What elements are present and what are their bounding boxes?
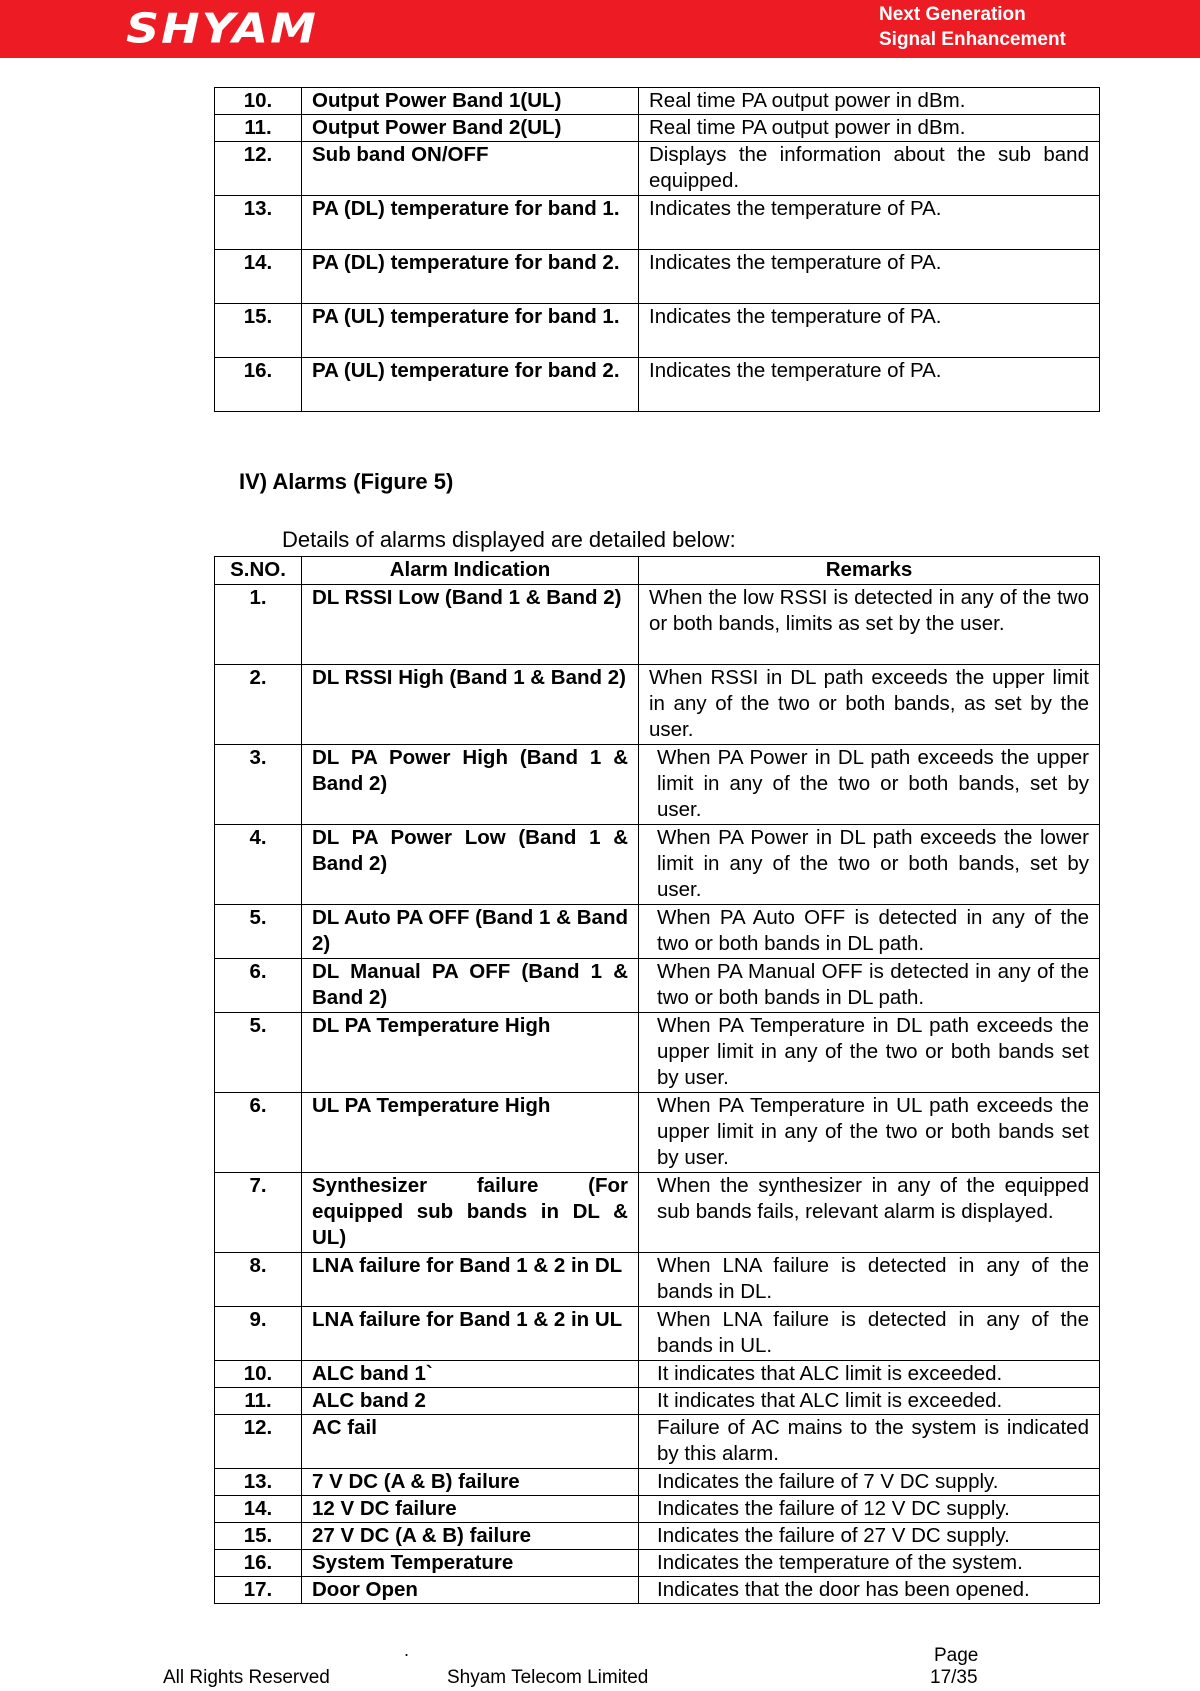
footer-dot: . [404, 1640, 410, 1660]
parameter-description: Indicates the temperature of PA. [639, 304, 1100, 358]
alarm-remarks: Indicates the failure of 27 V DC supply. [639, 1523, 1100, 1550]
table-row [215, 250, 1100, 304]
row-number: 11. [215, 115, 302, 142]
table-row [215, 1523, 1100, 1550]
table-row [215, 142, 1100, 196]
footer-page-number: 17/35 [930, 1667, 978, 1688]
alarm-remarks: It indicates that ALC limit is exceeded. [639, 1388, 1100, 1415]
table-row [215, 1307, 1100, 1361]
alarm-name: UL PA Temperature High [302, 1093, 639, 1173]
table-row [215, 905, 1100, 959]
table-row [215, 1253, 1100, 1307]
alarm-name: System Temperature [302, 1550, 639, 1577]
table-row [215, 1361, 1100, 1388]
row-number: 2. [215, 665, 302, 745]
table-row [215, 1550, 1100, 1577]
parameter-description: Indicates the temperature of PA. [639, 250, 1100, 304]
table-row [215, 304, 1100, 358]
table-row [215, 745, 1100, 825]
footer-page-label: Page [934, 1645, 979, 1666]
table-row [215, 825, 1100, 905]
row-number: 1. [215, 585, 302, 665]
row-number: 13. [215, 1469, 302, 1496]
parameters-table [214, 87, 1100, 412]
alarm-remarks: When RSSI in DL path exceeds the upper limit in any of the two or both bands, as set by the user. [639, 665, 1100, 745]
alarm-name: Synthesizer failure (For equipped sub bands in DL & UL) [302, 1173, 639, 1253]
parameter-name: Sub band ON/OFF [302, 142, 639, 196]
parameter-description: Indicates the temperature of PA. [639, 358, 1100, 412]
table-row [215, 1577, 1100, 1604]
row-number: 5. [215, 1013, 302, 1093]
alarm-remarks: Indicates the failure of 7 V DC supply. [639, 1469, 1100, 1496]
parameter-name: Output Power Band 1(UL) [302, 88, 639, 115]
alarm-name: ALC band 1` [302, 1361, 639, 1388]
row-number: 12. [215, 142, 302, 196]
row-number: 7. [215, 1173, 302, 1253]
section-heading: IV) Alarms (Figure 5) [239, 469, 454, 494]
alarm-remarks: When PA Temperature in DL path exceeds the upper limit in any of the two or both bands set by user. [639, 1013, 1100, 1093]
table-row [215, 358, 1100, 412]
parameter-description: Indicates the temperature of PA. [639, 196, 1100, 250]
row-number: 4. [215, 825, 302, 905]
row-number: 14. [215, 1496, 302, 1523]
alarm-remarks: Indicates that the door has been opened. [639, 1577, 1100, 1604]
row-number: 17. [215, 1577, 302, 1604]
table-row [215, 196, 1100, 250]
alarm-name: DL RSSI High (Band 1 & Band 2) [302, 665, 639, 745]
table-row [215, 1388, 1100, 1415]
parameter-name: PA (DL) temperature for band 2. [302, 250, 639, 304]
row-number: 12. [215, 1415, 302, 1469]
alarm-remarks: Failure of AC mains to the system is indicated by this alarm. [639, 1415, 1100, 1469]
alarm-name: Door Open [302, 1577, 639, 1604]
row-number: 13. [215, 196, 302, 250]
alarm-remarks: When PA Temperature in UL path exceeds the upper limit in any of the two or both bands set by user. [639, 1093, 1100, 1173]
alarm-name: 12 V DC failure [302, 1496, 639, 1523]
alarm-remarks: When LNA failure is detected in any of the bands in UL. [639, 1307, 1100, 1361]
table-row [215, 1093, 1100, 1173]
row-number: 15. [215, 304, 302, 358]
parameter-description: Displays the information about the sub band equipped. [639, 142, 1100, 196]
parameter-description: Real time PA output power in dBm. [639, 115, 1100, 142]
alarm-remarks: Indicates the failure of 12 V DC supply. [639, 1496, 1100, 1523]
parameter-description: Real time PA output power in dBm. [639, 88, 1100, 115]
alarms-table [214, 556, 1100, 1604]
alarm-remarks: When PA Manual OFF is detected in any of the two or both bands in DL path. [639, 959, 1100, 1013]
alarm-remarks: When the low RSSI is detected in any of the two or both bands, limits as set by the user. [639, 585, 1100, 665]
alarm-remarks: When PA Auto OFF is detected in any of the two or both bands in DL path. [639, 905, 1100, 959]
header-tagline [879, 2, 1066, 52]
table-row [215, 665, 1100, 745]
row-number: 6. [215, 959, 302, 1013]
alarm-name: DL PA Power Low (Band 1 & Band 2) [302, 825, 639, 905]
company-logo: SHYAM [126, 3, 318, 53]
alarm-name: 27 V DC (A & B) failure [302, 1523, 639, 1550]
table-row [215, 88, 1100, 115]
row-number: 8. [215, 1253, 302, 1307]
row-number: 3. [215, 745, 302, 825]
row-number: 10. [215, 88, 302, 115]
table-row [215, 585, 1100, 665]
table-row [215, 1496, 1100, 1523]
table-row [215, 1173, 1100, 1253]
alarm-remarks: When the synthesizer in any of the equipped sub bands fails, relevant alarm is displayed. [639, 1173, 1100, 1253]
column-header-sno: S.NO. [215, 557, 302, 585]
row-number: 16. [215, 358, 302, 412]
row-number: 15. [215, 1523, 302, 1550]
row-number: 14. [215, 250, 302, 304]
alarm-name: DL Auto PA OFF (Band 1 & Band 2) [302, 905, 639, 959]
alarm-name: DL PA Temperature High [302, 1013, 639, 1093]
alarm-remarks: Indicates the temperature of the system. [639, 1550, 1100, 1577]
alarm-remarks: When PA Power in DL path exceeds the upper limit in any of the two or both bands, set by user. [639, 745, 1100, 825]
parameter-name: PA (UL) temperature for band 1. [302, 304, 639, 358]
table-row [215, 959, 1100, 1013]
table-header-row [215, 557, 1100, 585]
table-row [215, 1469, 1100, 1496]
alarm-name: LNA failure for Band 1 & 2 in UL [302, 1307, 639, 1361]
footer-company: Shyam Telecom Limited [447, 1667, 649, 1688]
row-number: 11. [215, 1388, 302, 1415]
table-row [215, 115, 1100, 142]
alarm-name: AC fail [302, 1415, 639, 1469]
alarm-name: ALC band 2 [302, 1388, 639, 1415]
row-number: 16. [215, 1550, 302, 1577]
row-number: 10. [215, 1361, 302, 1388]
section-intro: Details of alarms displayed are detailed below: [282, 527, 736, 552]
parameter-name: PA (UL) temperature for band 2. [302, 358, 639, 412]
table-row [215, 1415, 1100, 1469]
alarm-name: LNA failure for Band 1 & 2 in DL [302, 1253, 639, 1307]
alarm-remarks: When PA Power in DL path exceeds the lower limit in any of the two or both bands, set by user. [639, 825, 1100, 905]
alarm-name: 7 V DC (A & B) failure [302, 1469, 639, 1496]
row-number: 9. [215, 1307, 302, 1361]
column-header-indication: Alarm Indication [302, 557, 639, 585]
table-row [215, 1013, 1100, 1093]
row-number: 6. [215, 1093, 302, 1173]
parameter-name: PA (DL) temperature for band 1. [302, 196, 639, 250]
alarm-name: DL PA Power High (Band 1 & Band 2) [302, 745, 639, 825]
footer-rights: All Rights Reserved [163, 1667, 330, 1688]
header-bar [0, 0, 1200, 58]
alarm-name: DL RSSI Low (Band 1 & Band 2) [302, 585, 639, 665]
parameter-name: Output Power Band 2(UL) [302, 115, 639, 142]
tagline-line-2: Signal Enhancement [879, 29, 1066, 50]
alarm-name: DL Manual PA OFF (Band 1 & Band 2) [302, 959, 639, 1013]
alarm-remarks: When LNA failure is detected in any of the bands in DL. [639, 1253, 1100, 1307]
tagline-line-1: Next Generation [879, 4, 1026, 25]
alarm-remarks: It indicates that ALC limit is exceeded. [639, 1361, 1100, 1388]
column-header-remarks: Remarks [639, 557, 1100, 585]
row-number: 5. [215, 905, 302, 959]
